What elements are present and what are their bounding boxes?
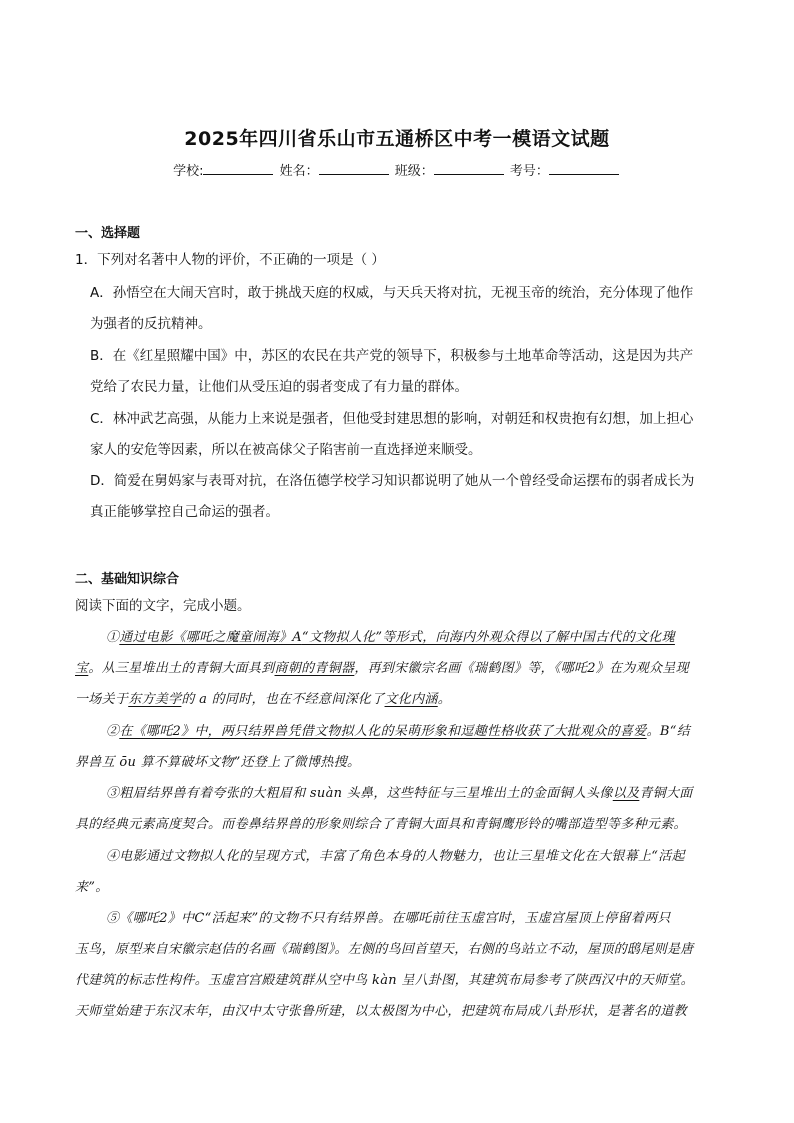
school-label: 学校: xyxy=(173,164,204,179)
para2-number: ② xyxy=(106,724,120,739)
para1-number: ① xyxy=(106,630,120,645)
para5-line3: 代建筑的标志性构件。玉虚宫宫殿建筑群从空中鸟 kàn 呈八卦图，其建筑布局参考了陕西汉中的天师堂。 xyxy=(75,973,694,988)
option-c-line1: C．林冲武艺高强，从能力上来说是强者，但他受封建思想的影响，对朝廷和权贵抱有幻想，加上担心 xyxy=(90,411,694,427)
question-1: 1．下列对名著中人物的评价，不正确的一项是（ ） xyxy=(75,252,385,268)
para4-line2: 来”。 xyxy=(75,880,109,895)
para2-line1 xyxy=(106,720,690,739)
para1-text-d: 的 a 的同时，也在不经意间深化了 xyxy=(181,692,385,707)
para1-underlined-g: 文化内涵 xyxy=(384,692,438,707)
class-label: 班级： xyxy=(394,164,434,179)
para3-text-b: 青铜大面 xyxy=(639,786,693,801)
option-a-line1: A．孙悟空在大闹天宫时，敢于挑战天庭的权威，与天兵天将对抗，无视玉帝的统治，充分体现了他作 xyxy=(90,285,694,301)
name-label: 姓名： xyxy=(279,164,319,179)
option-b-line1: B．在《红星照耀中国》中，苏区的农民在共产党的领导下，积极参与土地革命等活动，这是因为共产 xyxy=(90,348,694,364)
para1-underlined-f: 东方美学 xyxy=(128,692,182,707)
student-info-row xyxy=(0,160,794,179)
para2-text-a: 。B“结 xyxy=(646,724,690,739)
section-heading-choice: 一、选择题 xyxy=(75,226,141,241)
para3-line2: 具的经典元素高度契合。而卷鼻结界兽的形象则综合了青铜大面具和青铜鹰形铃的嘴部造型等多种元素。 xyxy=(75,817,687,832)
para1-underlined-b: “文物拟人化”等形式， xyxy=(301,630,436,645)
para1-line2 xyxy=(75,657,689,676)
para1-line3 xyxy=(75,688,451,707)
para3-text-a: ③粗眉结界兽有着夸张的大粗眉和 suàn 头鼻，这些特征与三星堆出土的金面铜人头像 xyxy=(106,786,613,801)
class-blank[interactable] xyxy=(434,162,504,175)
school-blank[interactable] xyxy=(203,162,273,175)
option-d-line2: 真正能够掌控自己命运的强者。 xyxy=(90,504,279,520)
para1-text-e: 。 xyxy=(437,692,452,707)
para1-underlined-a: 通过电影《哪吒之魔童闹海》A xyxy=(119,630,302,645)
exam-no-blank[interactable] xyxy=(549,162,619,175)
section-heading-basics: 二、基础知识综合 xyxy=(75,572,180,587)
para5-line4: 天师堂始建于东汉末年，由汉中太守张鲁所建，以太极图为中心，把建筑布局成八卦形状，是著名的道教 xyxy=(75,1004,687,1019)
para1-text-c: 一场关于 xyxy=(75,692,129,707)
para1-text-a: 。从三星堆出土的青铜大面具到 xyxy=(88,661,275,676)
para5-line1: ⑤《哪吒2》中C“活起来”的文物不只有结界兽。在哪吒前往玉虚宫时，玉虚宫屋顶上停留着两只 xyxy=(106,911,671,926)
para1-underlined-e: 商朝的青铜器 xyxy=(274,661,355,676)
name-blank[interactable] xyxy=(319,162,389,175)
para4-line1: ④电影通过文物拟人化的呈现方式，丰富了角色本身的人物魅力，也让三星堆文化在大银幕上“活起 xyxy=(106,849,685,864)
option-b-line2: 党给了农民力量，让他们从受压迫的弱者变成了有力量的群体。 xyxy=(90,379,468,395)
para2-underlined: 在《哪吒2》中，两只结界兽凭借文物拟人化的呆萌形象和逗趣性格收获了大批观众的喜爱 xyxy=(119,724,647,739)
option-a-line2: 为强者的反抗精神。 xyxy=(90,316,212,332)
para3-line1 xyxy=(106,782,693,801)
para3-underlined: 以及 xyxy=(612,786,640,801)
reading-instruction: 阅读下面的文字，完成小题。 xyxy=(75,598,251,614)
page-title: 2025年四川省乐山市五通桥区中考一模语文试题 xyxy=(184,128,610,150)
para2-line2: 界兽互 ōu 算不算破坏文物”还登上了微博热搜。 xyxy=(75,755,361,770)
option-d-line1: D．简爱在舅妈家与表哥对抗，在洛伍德学校学习知识都说明了她从一个曾经受命运摆布的弱者成长为 xyxy=(90,473,695,489)
para1-underlined-c: 向海内外观众得以了解中国古代的文化瑰 xyxy=(435,630,675,645)
para1-text-b: ，再到宋徽宗名画《瑞鹤图》等，《哪吒2》在为观众呈现 xyxy=(354,661,689,676)
para1-underlined-d: 宝 xyxy=(75,661,89,676)
para5-line2: 玉鸟，原型来自宋徽宗赵佶的名画《瑞鹤图》。左侧的鸟回首望天，右侧的鸟站立不动，屋顶的鸱尾则是唐 xyxy=(75,942,694,957)
exam-no-label: 考号： xyxy=(509,164,549,179)
option-c-line2: 家人的安危等因素，所以在被高俅父子陷害前一直选择逆来顺受。 xyxy=(90,442,482,458)
para1-line1 xyxy=(106,626,675,645)
